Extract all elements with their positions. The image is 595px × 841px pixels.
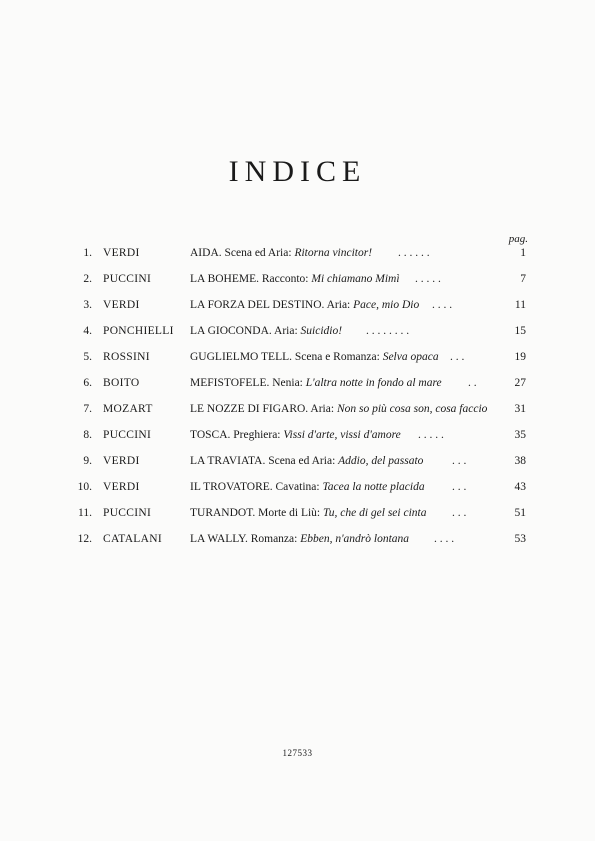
entry-page: 53 — [514, 533, 526, 545]
entry-leader-dots: . . . — [452, 507, 467, 519]
entry-composer: VERDI — [103, 299, 140, 311]
entry-work — [190, 351, 439, 363]
entry-number: 5. — [83, 351, 92, 363]
entry-page: 43 — [514, 481, 526, 493]
entry-number: 3. — [83, 299, 92, 311]
index-entry — [0, 351, 595, 369]
index-entry — [0, 429, 595, 447]
entry-title: MEFISTOFELE. Nenia: — [190, 377, 303, 389]
entry-title: LA BOHEME. Racconto: — [190, 273, 309, 285]
entry-page: 31 — [514, 403, 526, 415]
entry-work — [190, 325, 342, 337]
page-column-label: pag. — [508, 233, 528, 245]
entry-title: LA WALLY. Romanza: — [190, 533, 298, 545]
entry-number: 1. — [83, 247, 92, 259]
entry-composer: PONCHIELLI — [103, 325, 174, 337]
entry-number: 8. — [83, 429, 92, 441]
entry-work — [190, 455, 423, 467]
index-entry — [0, 247, 595, 265]
entry-leader-dots: . . . . — [432, 299, 453, 311]
index-entry — [0, 273, 595, 291]
entry-aria: Tu, che di gel sei cinta — [322, 507, 427, 519]
entry-number: 2. — [83, 273, 92, 285]
entry-work — [190, 377, 442, 389]
entry-composer: PUCCINI — [103, 273, 152, 285]
entry-work — [190, 533, 409, 545]
index-entry — [0, 299, 595, 317]
index-entry — [0, 507, 595, 525]
entry-title: LE NOZZE DI FIGARO. Aria: — [190, 403, 335, 415]
entry-work — [190, 273, 400, 285]
entry-number: 4. — [83, 325, 92, 337]
entry-composer: MOZART — [103, 403, 153, 415]
entry-title: AIDA. Scena ed Aria: — [190, 247, 292, 259]
entry-leader-dots: . . . . . . — [398, 247, 430, 259]
entry-title: LA FORZA DEL DESTINO. Aria: — [190, 299, 351, 311]
entry-title: LA TRAVIATA. Scena ed Aria: — [190, 455, 336, 467]
entry-work — [190, 481, 425, 493]
entry-page: 51 — [514, 507, 526, 519]
entry-aria: Mi chiamano Mimì — [311, 273, 400, 285]
entry-aria: Vissi d'arte, vissi d'amore — [283, 429, 401, 441]
index-entry — [0, 325, 595, 343]
entry-page: 15 — [514, 325, 526, 337]
entry-number: 11. — [78, 507, 92, 519]
entry-composer: VERDI — [103, 481, 140, 493]
entry-title: IL TROVATORE. Cavatina: — [190, 481, 320, 493]
entry-work — [190, 299, 419, 311]
entry-page: 7 — [520, 273, 526, 285]
entry-leader-dots: . . . . . — [418, 429, 444, 441]
entry-composer: PUCCINI — [103, 429, 152, 441]
index-entry — [0, 455, 595, 473]
entry-page: 35 — [514, 429, 526, 441]
page-title: INDICE — [228, 155, 367, 188]
entry-leader-dots: . . . — [452, 455, 467, 467]
entry-title: TOSCA. Preghiera: — [190, 429, 281, 441]
index-entry — [0, 481, 595, 499]
entry-title: GUGLIELMO TELL. Scena e Romanza: — [190, 351, 380, 363]
index-entry — [0, 533, 595, 551]
entry-number: 9. — [83, 455, 92, 467]
entry-leader-dots: . . . . . — [415, 273, 441, 285]
entry-work — [190, 247, 372, 259]
entry-leader-dots: . . — [468, 377, 477, 389]
entry-number: 7. — [83, 403, 92, 415]
entry-page: 1 — [520, 247, 526, 259]
entry-number: 6. — [83, 377, 92, 389]
entry-composer: BOITO — [103, 377, 140, 389]
entry-leader-dots: . . . — [450, 351, 465, 363]
entry-number: 12. — [77, 533, 92, 545]
entry-aria: Pace, mio Dio — [353, 299, 420, 311]
entry-aria: Selva opaca — [382, 351, 439, 363]
entry-page: 11 — [514, 299, 526, 311]
entry-aria: Suicidio! — [300, 325, 343, 337]
entry-aria: L'altra notte in fondo al mare — [305, 377, 442, 389]
entry-aria: Ritorna vincitor! — [294, 247, 373, 259]
entry-aria: Ebben, n'andrò lontana — [300, 533, 410, 545]
index-entry — [0, 403, 595, 421]
entry-aria: Non so più cosa son, cosa faccio — [336, 403, 488, 415]
entry-aria: Tacea la notte placida — [322, 481, 425, 493]
entry-title: TURANDOT. Morte di Liù: — [190, 507, 321, 519]
index-entry — [0, 377, 595, 395]
entry-leader-dots: . . . . — [434, 533, 455, 545]
entry-page: 19 — [514, 351, 526, 363]
entry-leader-dots: . . . . . . . . — [366, 325, 410, 337]
entry-work — [190, 429, 401, 441]
entry-composer: VERDI — [103, 455, 140, 467]
catalog-number: 127533 — [282, 748, 313, 758]
entry-composer: PUCCINI — [103, 507, 152, 519]
entry-composer: ROSSINI — [103, 351, 150, 363]
entry-leader-dots: . . . — [452, 481, 467, 493]
entry-number: 10. — [77, 481, 92, 493]
entry-work — [190, 403, 487, 415]
entry-title: LA GIOCONDA. Aria: — [190, 325, 298, 337]
entry-composer: VERDI — [103, 247, 140, 259]
entry-page: 38 — [514, 455, 526, 467]
entry-page: 27 — [514, 377, 526, 389]
entry-composer: CATALANI — [103, 533, 162, 545]
entry-aria: Addio, del passato — [338, 455, 424, 467]
entry-work — [190, 507, 426, 519]
